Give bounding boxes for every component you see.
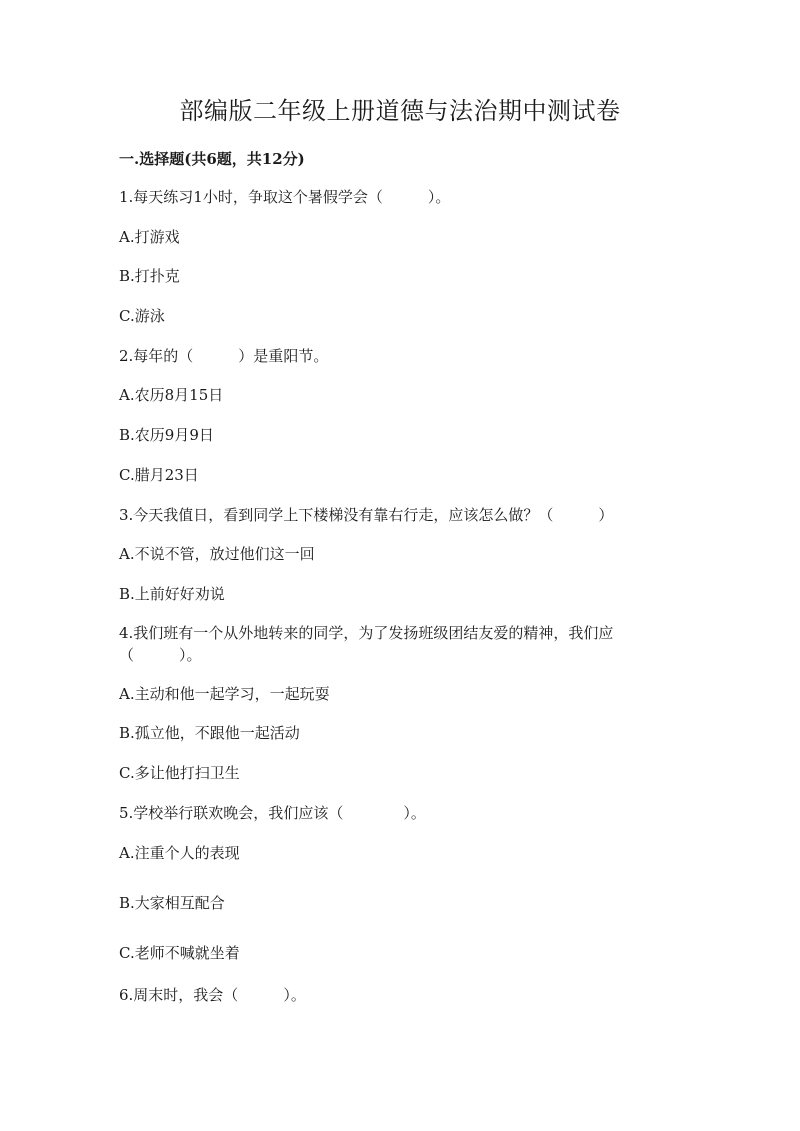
question-2-stem: 2.每年的（ ）是重阳节。 [119, 347, 329, 365]
section-heading: 一.选择题(共6题，共12分) [119, 150, 305, 168]
question-3-stem: 3.今天我值日，看到同学上下楼梯没有靠右行走，应该怎么做？（ ） [119, 506, 614, 524]
question-4-option-b: B.孤立他，不跟他一起活动 [119, 724, 300, 742]
question-6-stem: 6.周末时，我会（ ）。 [119, 986, 306, 1004]
question-4-option-a: A.主动和他一起学习，一起玩耍 [119, 685, 330, 703]
question-5-option-c: C.老师不喊就坐着 [119, 944, 240, 962]
question-2-option-c: C.腊月23日 [119, 466, 199, 484]
question-3-option-a: A.不说不管，放过他们这一回 [119, 545, 315, 563]
question-1-option-b: B.打扑克 [119, 267, 180, 285]
question-1-option-c: C.游泳 [119, 307, 165, 325]
question-3-option-b: B.上前好好劝说 [119, 585, 225, 603]
question-5-option-a: A.注重个人的表现 [119, 844, 240, 862]
question-4-stem: 4.我们班有一个从外地转来的同学，为了发扬班级团结友爱的精神，我们应（ ）。 [119, 624, 614, 664]
question-5-option-b: B.大家相互配合 [119, 894, 225, 912]
question-4-option-c: C.多让他打扫卫生 [119, 764, 240, 782]
page-title: 部编版二年级上册道德与法治期中测试卷 [179, 97, 621, 125]
question-2-option-a: A.农历8月15日 [119, 386, 224, 404]
question-5-stem: 5.学校举行联欢晚会，我们应该（ ）。 [119, 804, 426, 822]
question-2-option-b: B.农历9月9日 [119, 426, 214, 444]
question-1-stem: 1.每天练习1小时，争取这个暑假学会（ ）。 [119, 188, 451, 206]
question-1-option-a: A.打游戏 [119, 228, 180, 246]
